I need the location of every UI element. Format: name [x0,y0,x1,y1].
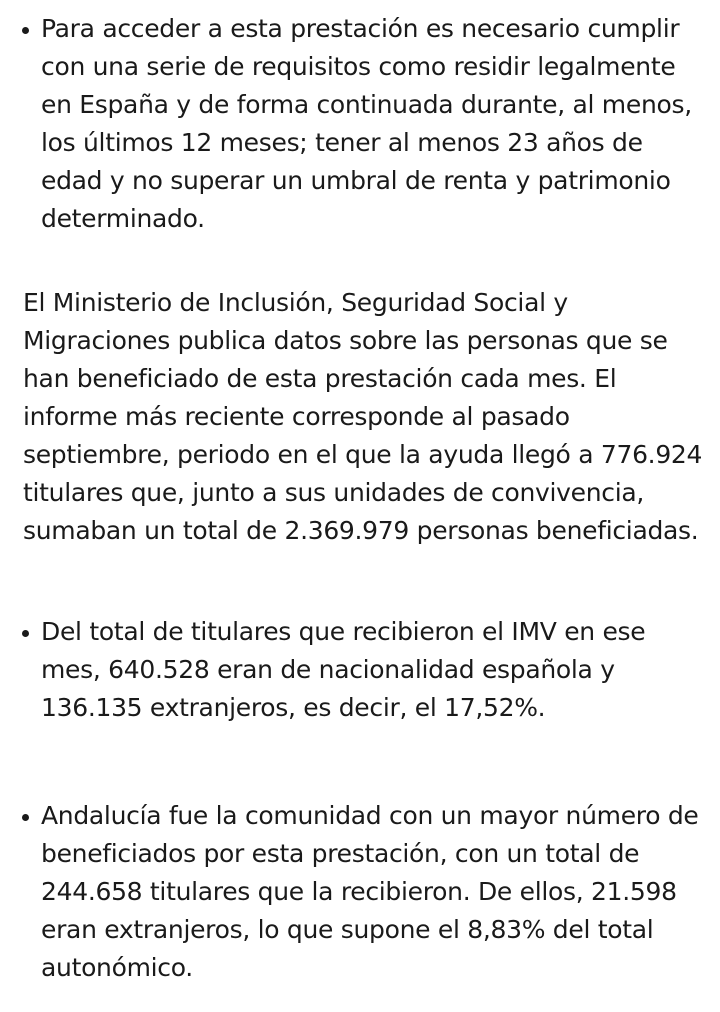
list-item-text: Del total de titulares que recibieron el IMV en ese mes, 640.528 eran de nacionalidad española y 136.135 extranjeros, es decir, el 17,52%. [41,617,646,722]
list-item-text: Para acceder a esta prestación es necesario cumplir con una serie de requisitos como residir legalmente en España y de forma continuada durante, al menos, los últimos 12 meses; tener al menos 23 años de edad y no superar un umbral de renta y patrimonio determinado. [41,14,692,233]
bullet-icon [22,27,29,34]
bullet-icon [22,814,29,821]
body-paragraph: El Ministerio de Inclusión, Seguridad Social y Migraciones publica datos sobre las personas que se han beneficiado de esta prestación cada mes. El informe más reciente corresponde al pasado septiembre, periodo en el que la ayuda llegó a 776.924 titulares que, junto a sus unidades de convivencia, sumaban un total de 2.369.979 personas beneficiadas. [23,288,703,545]
list-item-text: Andalucía fue la comunidad con un mayor número de beneficiados por esta prestación, con un total de 244.658 titulares que la recibieron. De ellos, 21.598 eran extranjeros, lo que supone el 8,83% del total autonómico. [41,801,699,982]
bullet-icon [22,630,29,637]
